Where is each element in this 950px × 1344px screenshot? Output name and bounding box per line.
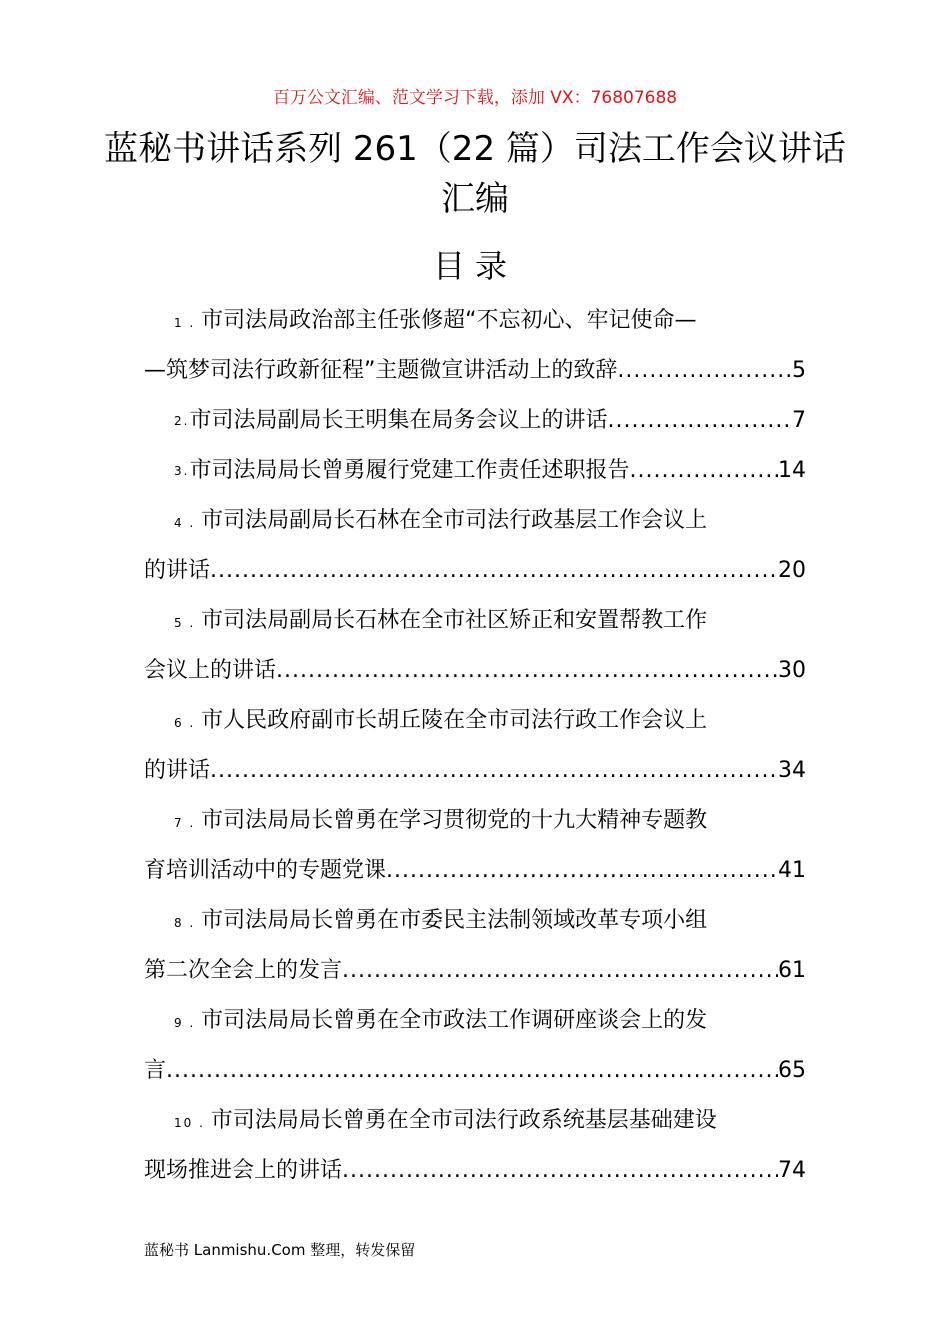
entry-title-line1: 市司法局局长曾勇在学习贯彻党的十九大精神专题教 (201, 808, 708, 833)
entry-title: 市司法局局长曾勇履行党建工作责任述职报告 (189, 458, 630, 483)
entry-number: 9 (174, 1016, 184, 1030)
entry-title-line1: 市人民政府副市长胡丘陵在全市司法行政工作会议上 (201, 708, 708, 733)
entry-page: 5 (792, 358, 806, 383)
toc-entry[interactable]: 5 . 市司法局副局长石林在全市社区矫正和安置帮教工作 会议上的讲话 ..... 30 (144, 596, 806, 696)
entry-title-line2: 第二次全会上的发言 (144, 958, 343, 983)
entry-number: 8 (174, 916, 184, 930)
entry-page: 74 (778, 1158, 806, 1183)
toc-entry[interactable]: 7 . 市司法局局长曾勇在学习贯彻党的十九大精神专题教 育培训活动中的专题党课 ..... 41 (144, 796, 806, 896)
entry-title: 市司法局副局长王明集在局务会议上的讲话 (189, 408, 608, 433)
dot-leader (617, 346, 792, 396)
header-note: 百万公文汇编、范文学习下载，添加 VX：76807688 (272, 88, 678, 108)
entry-number: 2 (174, 414, 184, 428)
toc-entry[interactable]: 8 . 市司法局局长曾勇在市委民主法制领域改革专项小组 第二次全会上的发言 ..... 61 (144, 896, 806, 996)
dot-leader (210, 546, 778, 596)
entry-title-line1: 市司法局副局长石林在全市社区矫正和安置帮教工作 (201, 608, 708, 633)
document-title: 蓝秘书讲话系列 261（22 篇）司法工作会议讲话汇编 (104, 129, 846, 219)
dot-leader (210, 746, 778, 796)
entry-title-line2: 现场推进会上的讲话 (144, 1158, 343, 1183)
toc-entry[interactable]: 1 . 市司法局政治部主任张修超“不忘初心、牢记使命— —筑梦司法行政新征程”主题微宣讲活动上的致辞 ..... 5 (144, 296, 806, 396)
entry-page: 14 (778, 458, 806, 483)
entry-page: 7 (792, 408, 806, 433)
footer-note: 蓝秘书 Lanmishu.Com 整理，转发保留 (144, 1241, 416, 1259)
entry-page: 65 (778, 1058, 806, 1083)
toc-entry[interactable]: 3 . 市司法局局长曾勇履行党建工作责任述职报告 ..... 14 (144, 446, 806, 496)
entry-number: 7 (174, 816, 184, 830)
entry-number: 1 (174, 316, 184, 330)
entry-page: 34 (778, 758, 806, 783)
entry-number: 5 (174, 616, 184, 630)
entry-title-line1: 市司法局副局长石林在全市司法行政基层工作会议上 (201, 508, 708, 533)
toc-entry[interactable]: 2 . 市司法局副局长王明集在局务会议上的讲话 ..... 7 (144, 396, 806, 446)
entry-number: 10 (174, 1116, 194, 1130)
toc-entry[interactable]: 9 . 市司法局局长曾勇在全市政法工作调研座谈会上的发 言 ..... 65 (144, 996, 806, 1096)
entry-title-line1: 市司法局局长曾勇在市委民主法制领域改革专项小组 (201, 908, 708, 933)
dot-leader (342, 1146, 778, 1196)
dot-leader (166, 1046, 778, 1096)
entry-title-line1: 市司法局局长曾勇在全市政法工作调研座谈会上的发 (201, 1008, 708, 1033)
entry-title-line2: 的讲话 (144, 558, 211, 583)
entry-title-line2: 会议上的讲话 (144, 658, 277, 683)
entry-page: 20 (778, 558, 806, 583)
entry-title-line2: 言 (144, 1058, 167, 1083)
entry-number: 6 (174, 716, 184, 730)
dot-leader (629, 446, 778, 496)
dot-leader (607, 396, 792, 446)
entry-title-line2: 育培训活动中的专题党课 (144, 858, 387, 883)
toc-entry[interactable]: 6 . 市人民政府副市长胡丘陵在全市司法行政工作会议上 的讲话 ..... 34 (144, 696, 806, 796)
dot-leader (342, 946, 778, 996)
entry-number: 4 (174, 516, 184, 530)
entry-page: 41 (778, 858, 806, 883)
entry-title-line1: 市司法局局长曾勇在全市司法行政系统基层基础建设 (210, 1108, 717, 1133)
dot-leader (276, 646, 778, 696)
toc-heading: 目录 (432, 247, 517, 285)
entry-title-line2: 的讲话 (144, 758, 211, 783)
entry-page: 61 (778, 958, 806, 983)
toc-entry[interactable]: 10 . 市司法局局长曾勇在全市司法行政系统基层基础建设 现场推进会上的讲话 ..... 74 (144, 1096, 806, 1196)
entry-title-line1: 市司法局政治部主任张修超“不忘初心、牢记使命— (201, 308, 697, 333)
toc-entry[interactable]: 4 . 市司法局副局长石林在全市司法行政基层工作会议上 的讲话 ..... 20 (144, 496, 806, 596)
table-of-contents (144, 296, 806, 1196)
entry-page: 30 (778, 658, 806, 683)
entry-title-line2: —筑梦司法行政新征程”主题微宣讲活动上的致辞 (144, 358, 618, 383)
dot-leader (386, 846, 778, 896)
entry-number: 3 (174, 464, 184, 478)
